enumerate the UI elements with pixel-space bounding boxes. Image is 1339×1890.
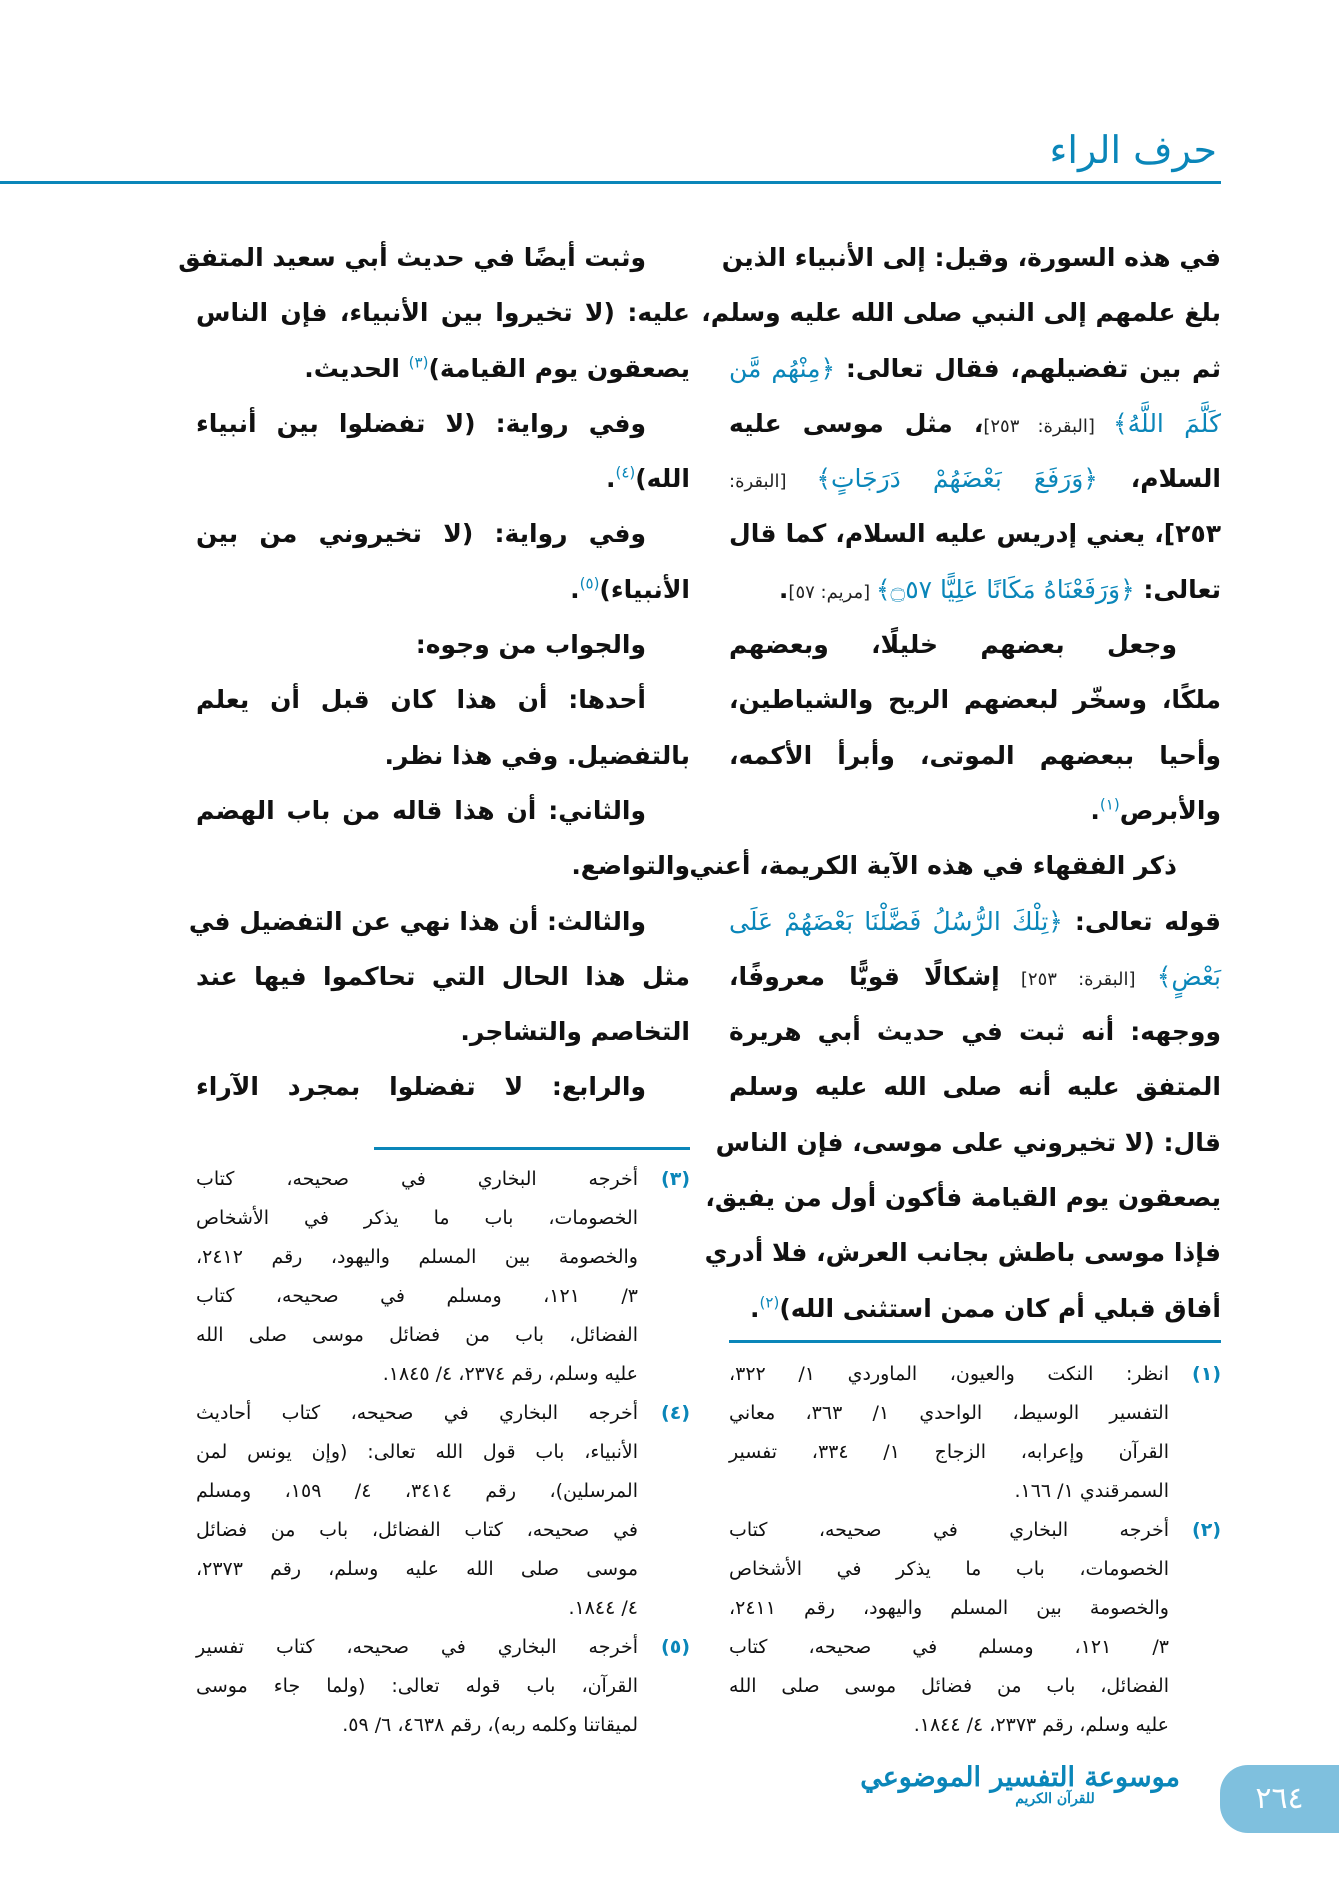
footnotes-left [196, 1160, 690, 1745]
footnote-marker: (٤) [615, 463, 636, 482]
body-text: . [605, 464, 616, 494]
body-text: والثاني: أن هذا قاله من باب الهضم [196, 795, 646, 825]
body-text: بلغ علمهم إلى النبي صلى الله عليه وسلم، [701, 298, 1221, 328]
left-text-column [178, 230, 690, 1115]
footnote-line: ٣/ ١٢١، ومسلم في صحيحه، كتاب [196, 1285, 638, 1307]
chapter-title: حرف الراء [1049, 128, 1217, 172]
footnote [196, 1394, 690, 1628]
body-text: ٢٥٣]، يعني إدريس عليه السلام، كما قال [729, 519, 1221, 549]
footnote [729, 1355, 1221, 1511]
quran-verse: ﴿مِنْهُم مَّن [729, 353, 836, 383]
body-text: ملكًا، وسخّر لبعضهم الريح والشياطين، [729, 685, 1221, 715]
body-text: والتواضع. [571, 851, 690, 881]
body-text: وثبت أيضًا في حديث أبي سعيد المتفق [178, 243, 646, 272]
text-line [196, 562, 690, 617]
body-text: ثم بين تفضيلهم، فقال تعالى: [835, 353, 1221, 383]
hadith-text: فإذا موسى باطش بجانب العرش، فلا أدري [704, 1238, 1221, 1268]
footnote-line: السمرقندي ١/ ١٦٦. [1014, 1480, 1169, 1502]
quran-verse: كَلَّمَ اللَّهُ﴾ [1112, 408, 1221, 438]
body-text: قال: [1154, 1127, 1221, 1157]
text-line [196, 341, 690, 396]
hadith-text: يصعقون يوم القيامة فأكون أول من يفيق، [705, 1183, 1221, 1213]
verse-reference: [البقرة: ٢٥٣] [983, 415, 1113, 437]
text-line [196, 949, 690, 1004]
footnote-number: (٤) [661, 1402, 690, 1424]
footnote [196, 1160, 690, 1394]
text-line [196, 396, 690, 451]
footnote-line: والخصومة بين المسلم واليهود، رقم ٢٤١٢، [196, 1246, 638, 1268]
text-line [715, 1115, 1221, 1170]
footnote-line: موسى صلى الله عليه وسلم، رقم ٢٣٧٣، [196, 1558, 638, 1580]
footnote-line: عليه وسلم، رقم ٢٣٧٤، ٤/ ١٨٤٥. [382, 1363, 638, 1385]
body-text: أحدها: أن هذا كان قبل أن يعلم [196, 685, 646, 715]
text-line [196, 672, 690, 727]
footnote [729, 1511, 1221, 1745]
footnote-line: عليه وسلم، رقم ٢٣٧٣، ٤/ ١٨٤٤. [913, 1714, 1169, 1736]
body-text: والجواب من وجوه: [415, 630, 646, 660]
body-text: . [1090, 795, 1100, 825]
body-text: والأبرص [1119, 795, 1221, 825]
footnote-line: أخرجه البخاري في صحيحه، كتاب [729, 1519, 1169, 1541]
body-text: ، مثل موسى عليه [729, 408, 984, 438]
hadith-text: الأنبياء) [599, 574, 690, 604]
body-text: السلام، [1097, 464, 1221, 494]
body-text: تعالى: [1134, 574, 1221, 604]
text-line [689, 838, 1221, 893]
text-line [196, 728, 690, 783]
footnote-number: (١) [1192, 1363, 1221, 1385]
text-line [729, 341, 1221, 396]
body-text: المتفق عليه أنه صلى الله عليه وسلم [729, 1072, 1221, 1102]
body-text: . [570, 574, 580, 604]
body-text: التخاصم والتشاجر. [460, 1017, 690, 1047]
text-line [729, 728, 1221, 783]
body-text: وجعل بعضهم خليلًا، وبعضهم [729, 630, 1177, 660]
text-line [196, 451, 690, 506]
text-line [729, 396, 1221, 451]
text-line [178, 230, 690, 285]
encyclopedia-logo [860, 1762, 1180, 1807]
text-line [729, 894, 1221, 949]
text-line [729, 562, 1221, 617]
text-line [188, 894, 690, 949]
footnote-marker: (٣) [408, 353, 429, 372]
quran-verse: ﴿وَرَفَعْنَاهُ مَكَانًا عَلِيًّا ۝٥٧﴾ [875, 574, 1135, 604]
footnote-marker: (٢) [759, 1293, 780, 1312]
footnote-marker: (٥) [579, 574, 600, 593]
footnote-line: الخصومات، باب ما يذكر في الأشخاص [196, 1207, 638, 1229]
quran-verse: ﴿وَرَفَعَ بَعْضَهُمْ دَرَجَاتٍ﴾ [816, 464, 1098, 494]
body-text: عليه: [614, 298, 690, 328]
body-text: وأحيا ببعضهم الموتى، وأبرأ الأكمه، [729, 740, 1221, 770]
body-text: ووجهه: أنه ثبت في حديث أبي هريرة [729, 1017, 1221, 1047]
footnote-line: الفضائل، باب من فضائل موسى صلى الله [196, 1324, 638, 1346]
hadith-text: (لا تخيروني من بين [196, 519, 474, 549]
footnote-number: (٥) [661, 1636, 690, 1658]
hadith-text: (لا تخيروا بين الأنبياء، فإن الناس [196, 298, 615, 328]
footnote-marker: (١) [1099, 795, 1120, 814]
body-text: إشكالًا قويًّا معروفًا، [729, 961, 1000, 991]
footnote-line: أخرجه البخاري في صحيحه، كتاب أحاديث [196, 1402, 638, 1424]
text-line [729, 783, 1221, 838]
body-text: والرابع: لا تفضلوا بمجرد الآراء [196, 1072, 646, 1102]
header-divider [0, 181, 1221, 184]
body-text: ذكر الفقهاء في هذه الآية الكريمة، أعني [689, 851, 1177, 881]
text-line [729, 949, 1221, 1004]
body-text: . [750, 1293, 760, 1323]
text-line [196, 617, 690, 672]
right-text-column [689, 230, 1221, 1336]
footnote-line: القرآن وإعرابه، الزجاج ١/ ٣٣٤، تفسير [729, 1441, 1169, 1463]
footnote-line: القرآن، باب قوله تعالى: (ولما جاء موسى [196, 1675, 638, 1697]
footnote-line: الأنبياء، باب قول الله تعالى: (وإن يونس لمن [196, 1441, 638, 1463]
page-number: ٢٦٤ [1220, 1765, 1339, 1833]
hadith-text: (لا تخيروني على موسى، فإن الناس [715, 1127, 1155, 1157]
footnote-line: انظر: النكت والعيون، الماوردي ١/ ٣٢٢، [729, 1363, 1169, 1385]
footnote-number: (٣) [661, 1168, 690, 1190]
text-line [729, 506, 1221, 561]
text-line [196, 783, 690, 838]
footnote-separator-left [374, 1147, 690, 1150]
body-text: والثالث: أن هذا نهي عن التفضيل في [188, 906, 646, 936]
footnote-line: ٣/ ١٢١، ومسلم في صحيحه، كتاب [729, 1636, 1169, 1658]
hadith-text: يصعقون يوم القيامة) [428, 353, 690, 383]
footnote-line: أخرجه البخاري في صحيحه، كتاب [196, 1168, 638, 1190]
body-text: قوله تعالى: [1062, 906, 1221, 936]
text-line [196, 285, 690, 340]
footnote-separator-right [729, 1340, 1221, 1343]
text-line [729, 1059, 1221, 1114]
text-line [196, 1004, 690, 1059]
footnote-line: التفسير الوسيط، الواحدي ١/ ٣٦٣، معاني [729, 1402, 1169, 1424]
footnote-line: أخرجه البخاري في صحيحه، كتاب تفسير [196, 1636, 638, 1658]
quran-verse: ﴿تِلْكَ الرُّسُلُ فَضَّلْنَا بَعْضَهُمْ عَلَى [729, 906, 1063, 936]
body-text: وفي رواية: [475, 408, 646, 438]
verse-reference: [البقرة: [729, 471, 817, 493]
logo-title: موسوعة التفسير الموضوعي [860, 1762, 1180, 1793]
text-line [196, 1059, 690, 1114]
hadith-text: أفاق قبلي أم كان ممن استثنى الله) [779, 1293, 1221, 1323]
body-text: وفي رواية: [473, 519, 646, 549]
body-text: الحديث. [304, 353, 409, 383]
text-line [701, 285, 1221, 340]
body-text: . [778, 574, 789, 604]
text-line [721, 230, 1221, 285]
footnote-line: المرسلين)، رقم ٣٤١٤، ٤/ ١٥٩، ومسلم [196, 1480, 638, 1502]
logo-subtitle: للقرآن الكريم [1015, 1791, 1095, 1807]
footnote-line: الخصومات، باب ما يذكر في الأشخاص [729, 1558, 1169, 1580]
footnote [196, 1628, 690, 1745]
text-line [196, 838, 690, 893]
text-line [729, 617, 1221, 672]
footnotes-right [729, 1355, 1221, 1745]
text-line [729, 451, 1221, 506]
text-line [729, 1004, 1221, 1059]
footnote-line: في صحيحه، كتاب الفضائل، باب من فضائل [196, 1519, 638, 1541]
hadith-text: (لا تفضلوا بين أنبياء [196, 408, 476, 438]
verse-reference: [البقرة: ٢٥٣] [999, 968, 1157, 990]
body-text: في هذه السورة، وقيل: إلى الأنبياء الذين [721, 243, 1221, 272]
text-line [196, 506, 690, 561]
text-line [705, 1170, 1221, 1225]
text-line [729, 1281, 1221, 1336]
verse-reference: [مريم: ٥٧] [788, 581, 876, 603]
body-text: مثل هذا الحال التي تحاكموا فيها عند [196, 961, 690, 991]
body-text: بالتفضيل. وفي هذا نظر. [384, 740, 690, 770]
footnote-line: الفضائل، باب من فضائل موسى صلى الله [729, 1675, 1169, 1697]
text-line [704, 1225, 1221, 1280]
footnote-line: ٤/ ١٨٤٤. [568, 1597, 638, 1619]
hadith-text: الله) [635, 464, 690, 494]
footnote-number: (٢) [1192, 1519, 1221, 1541]
footnote-line: والخصومة بين المسلم واليهود، رقم ٢٤١١، [729, 1597, 1169, 1619]
quran-verse: بَعْضٍ﴾ [1156, 961, 1221, 991]
footnote-line: لميقاتنا وكلمه ربه)، رقم ٤٦٣٨، ٦/ ٥٩. [342, 1714, 638, 1736]
text-line [729, 672, 1221, 727]
